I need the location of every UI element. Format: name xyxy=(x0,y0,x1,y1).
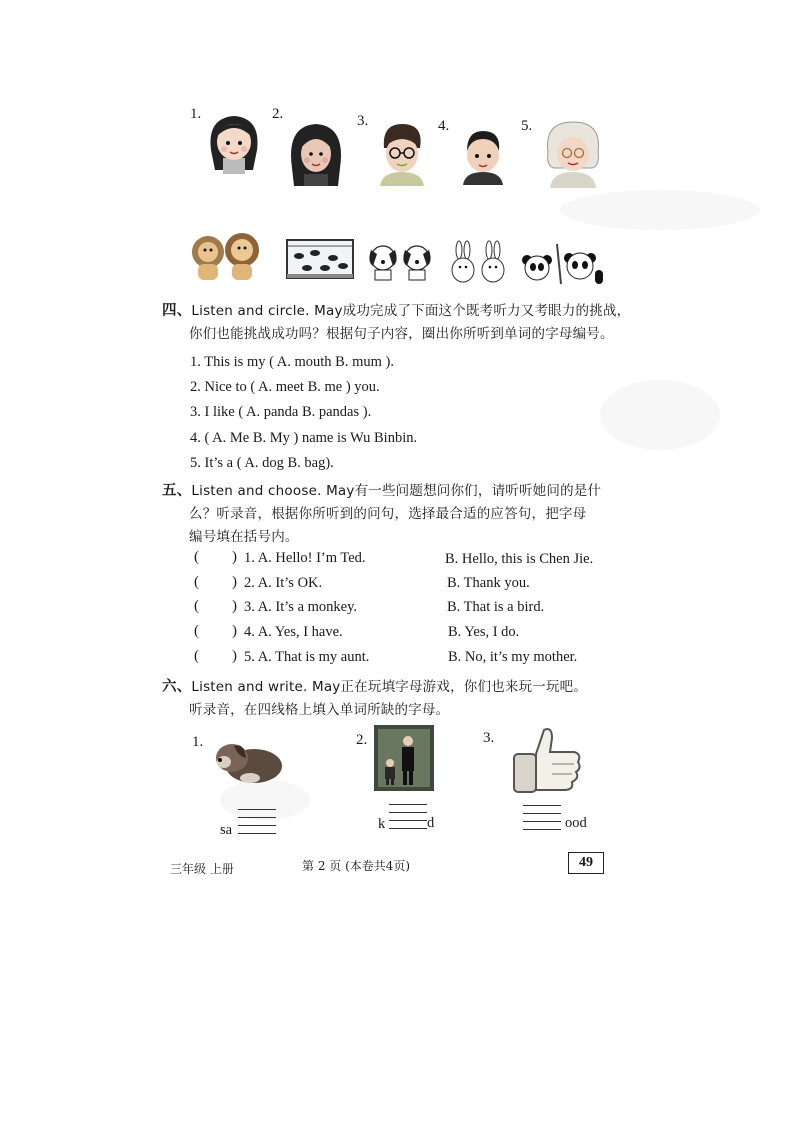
grandma-icon xyxy=(540,116,606,188)
boy-icon xyxy=(455,125,511,185)
section-title xyxy=(162,300,630,323)
instruction-line: Listen and circle. May成功完成了下面这个既考听力又考眼力的挑战， xyxy=(191,303,631,319)
girl-icon xyxy=(203,110,265,176)
item-number: 3. xyxy=(483,730,495,746)
option-a: 4. A. Yes, I have. xyxy=(244,624,343,640)
four-line-grid[interactable] xyxy=(238,809,276,841)
answer-paren-close: ) xyxy=(232,598,237,614)
parent-child-photo-icon xyxy=(374,725,434,791)
word-prefix: k xyxy=(378,816,386,832)
pic-number: 2. xyxy=(272,106,284,122)
option-b: B. No, it’s my mother. xyxy=(448,649,578,665)
question-item: 4. ( A. Me B. My ) name is Wu Binbin. xyxy=(190,430,418,446)
answer-paren-open: ( xyxy=(194,574,199,590)
question-item: 3. I like ( A. panda B. pandas ). xyxy=(190,404,372,420)
instruction-line: Listen and write. May正在玩填字母游戏，你们也来玩一玩吧。 xyxy=(191,679,588,695)
answer-paren-open: ( xyxy=(194,598,199,614)
answer-paren-close: ) xyxy=(232,549,237,565)
option-b: B. Yes, I do. xyxy=(448,624,520,640)
option-a: 2. A. It’s OK. xyxy=(244,575,323,591)
page-number-box: 49 xyxy=(568,852,604,874)
section-title xyxy=(162,676,587,699)
section-marker: 四、 xyxy=(162,303,192,319)
pic-number: 1. xyxy=(190,106,202,122)
option-b: B. That is a bird. xyxy=(447,599,545,615)
thumbs-up-icon xyxy=(508,724,584,796)
item-number: 2. xyxy=(356,732,368,748)
option-b: B. Thank you. xyxy=(447,575,530,591)
grade-label: 三年级 上册 xyxy=(170,862,234,876)
dogs-icon xyxy=(365,240,435,282)
four-line-grid[interactable] xyxy=(389,804,427,836)
instruction-line: 听录音，在四线格上填入单词所缺的字母。 xyxy=(189,702,450,718)
lions-icon xyxy=(190,230,262,282)
instruction-line: 你们也能挑战成功吗？根据句子内容，圈出你所听到单词的字母编号。 xyxy=(189,326,614,342)
pic-number: 4. xyxy=(438,118,450,134)
four-line-grid[interactable] xyxy=(523,805,561,837)
dog-icon xyxy=(210,736,286,786)
pic-number: 5. xyxy=(521,118,533,134)
option-a: 3. A. It’s a monkey. xyxy=(244,599,358,615)
fish-tank-icon xyxy=(285,236,355,282)
answer-paren-close: ) xyxy=(232,623,237,639)
option-a: 1. A. Hello! I’m Ted. xyxy=(244,550,366,566)
answer-paren-open: ( xyxy=(194,549,199,565)
pandas-icon xyxy=(517,240,603,286)
instruction-line: Listen and choose. May有一些问题想问你们，请听听她问的是什 xyxy=(191,483,602,499)
item-number: 1. xyxy=(192,734,204,750)
word-suffix: d xyxy=(427,815,435,831)
answer-paren-open: ( xyxy=(194,648,199,664)
woman-icon xyxy=(286,118,346,188)
answer-paren-open: ( xyxy=(194,623,199,639)
answer-paren-close: ) xyxy=(232,648,237,664)
instruction-line: 么？听录音，根据你所听到的问句，选择最合适的应答句，把字母 xyxy=(189,506,587,522)
instruction-line: 编号填在括号内。 xyxy=(189,529,299,545)
option-a: 5. A. That is my aunt. xyxy=(244,649,370,665)
word-prefix: sa xyxy=(220,822,233,838)
section-marker: 五、 xyxy=(162,483,192,499)
question-item: 2. Nice to ( A. meet B. me ) you. xyxy=(190,379,380,395)
man-with-glasses-icon xyxy=(372,118,432,188)
section-title xyxy=(162,480,601,503)
section-marker: 六、 xyxy=(162,679,192,695)
pic-number: 3. xyxy=(357,113,369,129)
page-info: 第 2 页 (本卷共4页) xyxy=(302,859,411,873)
option-b: B. Hello, this is Chen Jie. xyxy=(445,551,594,567)
question-item: 1. This is my ( A. mouth B. mum ). xyxy=(190,354,394,370)
word-suffix: ood xyxy=(565,815,587,831)
answer-paren-close: ) xyxy=(232,574,237,590)
question-item: 5. It’s a ( A. dog B. bag). xyxy=(190,455,334,471)
rabbits-icon xyxy=(447,240,509,284)
